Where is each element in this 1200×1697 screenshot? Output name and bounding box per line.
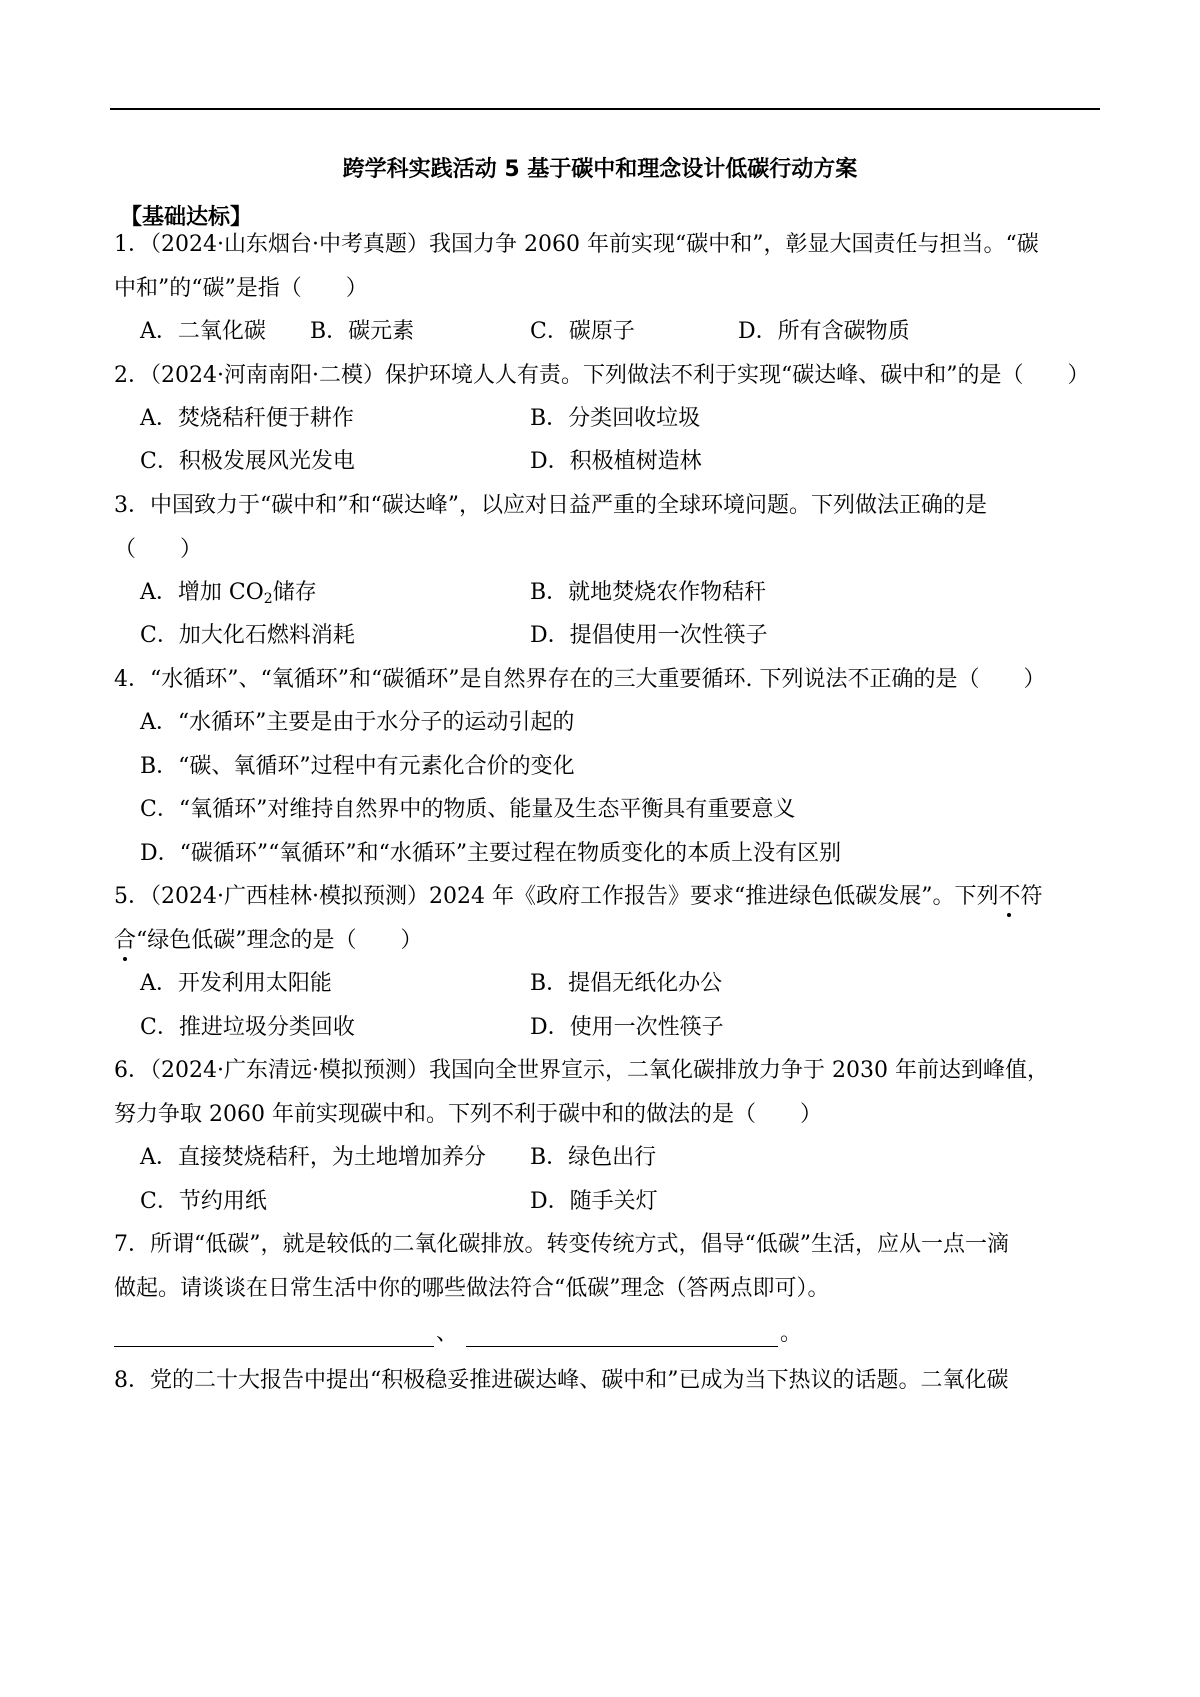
header-rule [110,108,1100,110]
q5-option-c: C．推进垃圾分类回收 [140,1015,355,1040]
q3-option-b: B．就地焚烧农作物秸秆 [530,580,767,605]
q5-option-a: A．开发利用太阳能 [140,971,332,996]
answer-blank-1[interactable] [114,1346,434,1347]
q5-stem-line2: 合“绿色低碳”理念的是（ ） [114,928,423,953]
q1-stem-line1: 1．（2024·山东烟台·中考真题）我国力争 2060 年前实现“碳中和”，彰显大国责任与担当。“碳 [114,232,1039,257]
q5-option-b: B．提倡无纸化办公 [530,971,723,996]
q4-option-d: D．“碳循环”“氧循环”和“水循环”主要过程在物质变化的本质上没有区别 [140,841,842,866]
answer-separator: 、 [436,1321,459,1346]
q2-stem-line1: 2．（2024·河南南阳·二模）保护环境人人有责。下列做法不利于实现“碳达峰、碳中和”的是（ ） [114,363,1090,388]
q1-option-b: B．碳元素 [310,319,415,344]
q5-stem-line1: 5．（2024·广西桂林·模拟预测）2024 年《政府工作报告》要求“推进绿色低碳发展”。下列不符 [114,884,1043,909]
emphasis-char: 不 [998,884,1021,909]
q3-option-d: D．提倡使用一次性筷子 [530,623,768,648]
q3-option-a: A．增加 $CO_2$储存 [140,580,317,607]
q7-stem-line1: 7．所谓“低碳”，就是较低的二氧化碳排放。转变传统方式，倡导“低碳”生活，应从一点一滴 [114,1232,1009,1257]
q6-option-d: D．随手关灯 [530,1189,658,1214]
q8-stem-line1: 8．党的二十大报告中提出“积极稳妥推进碳达峰、碳中和”已成为当下热议的话题。二氧化碳 [114,1368,1009,1393]
q6-stem-line1: 6．（2024·广东清远·模拟预测）我国向全世界宣示，二氧化碳排放力争于 2030 年前达到峰值， [114,1058,1049,1083]
q6-stem-line2: 努力争取 2060 年前实现碳中和。下列不利于碳中和的做法的是（ ） [114,1102,822,1127]
q4-option-b: B．“碳、氧循环”过程中有元素化合价的变化 [140,754,575,779]
q3-option-c: C．加大化石燃料消耗 [140,623,355,648]
answer-blank-2[interactable] [466,1346,778,1347]
q5-option-d: D．使用一次性筷子 [530,1015,724,1040]
q4-option-a: A．“水循环”主要是由于水分子的运动引起的 [140,710,575,735]
section-heading: 【基础达标】 [120,205,253,230]
q3-stem-line1: 3．中国致力于“碳中和”和“碳达峰”，以应对日益严重的全球环境问题。下列做法正确的是 [114,493,987,518]
q2-option-b: B．分类回收垃圾 [530,406,701,431]
answer-end-mark: 。 [780,1321,803,1346]
page-title: 跨学科实践活动 5 基于碳中和理念设计低碳行动方案 [342,157,858,182]
q4-stem-line1: 4．“水循环”、“氧循环”和“碳循环”是自然界存在的三大重要循环. 下列说法不正确的是（ ） [114,667,1046,692]
q3-stem-line2: （ ） [114,537,203,562]
q1-option-d: D．所有含碳物质 [738,319,910,344]
q6-option-a: A．直接焚烧秸秆，为土地增加养分 [140,1145,486,1170]
q4-option-c: C．“氧循环”对维持自然界中的物质、能量及生态平衡具有重要意义 [140,797,796,822]
q1-option-a: A．二氧化碳 [140,319,266,344]
q2-option-a: A．焚烧秸秆便于耕作 [140,406,354,431]
q2-option-d: D．积极植树造林 [530,449,702,474]
q6-option-b: B．绿色出行 [530,1145,657,1170]
q7-stem-line2: 做起。请谈谈在日常生活中你的哪些做法符合“低碳”理念（答两点即可）。 [114,1276,830,1301]
q1-option-c: C．碳原子 [530,319,635,344]
emphasis-char: 合 [114,928,137,953]
q2-option-c: C．积极发展风光发电 [140,449,355,474]
q6-option-c: C．节约用纸 [140,1189,267,1214]
q1-stem-line2: 中和”的“碳”是指（ ） [114,276,368,301]
